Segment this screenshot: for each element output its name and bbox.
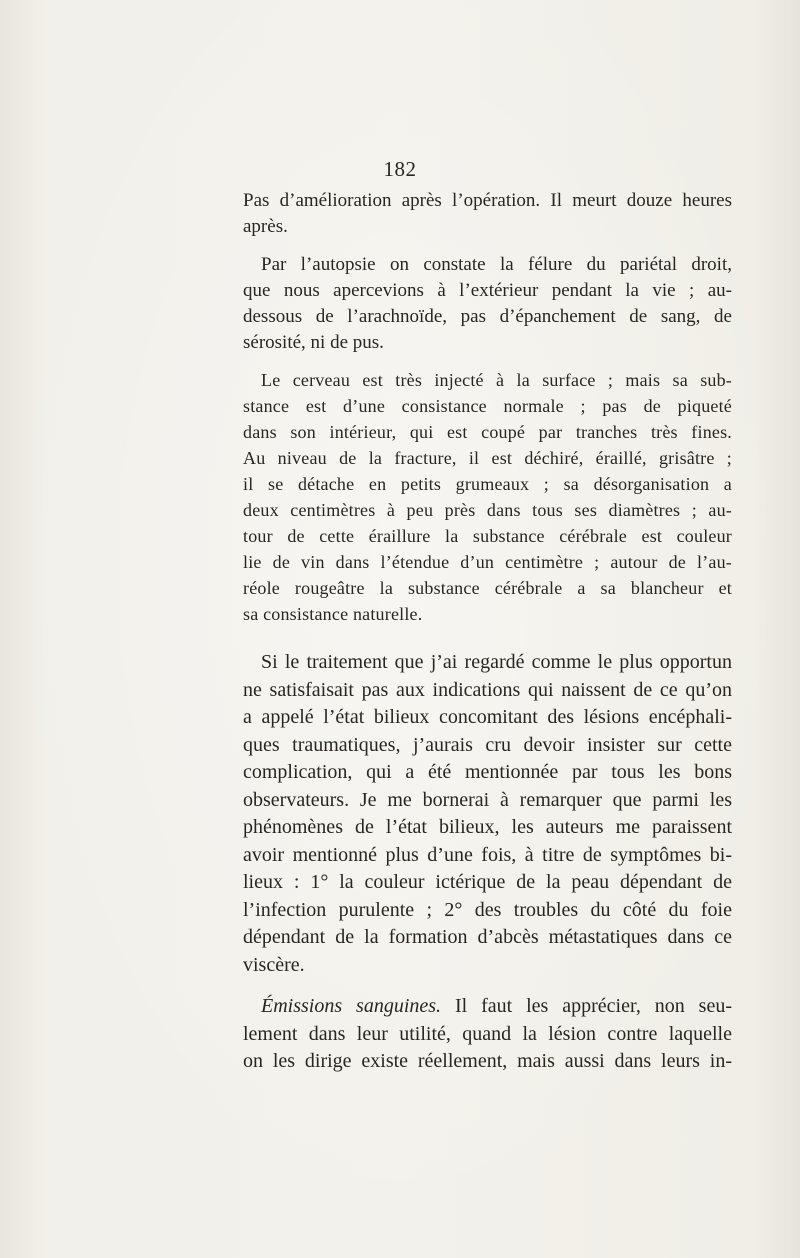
text-line: dans son intérieur, qui est coupé par tranches très fines. xyxy=(243,422,732,442)
text-line: lieux : 1° la couleur ictérique de la peau dépendant de xyxy=(243,871,732,893)
text-line: avoir mentionné plus d’une fois, à titre de symptômes bi- xyxy=(243,843,732,866)
text-line: sa consistance naturelle. xyxy=(243,604,423,624)
text-line: tour de cette éraillure la substance cérébrale est couleur xyxy=(243,526,732,546)
text-line: phénomènes de l’état bilieux, les auteurs me paraissent xyxy=(243,816,732,838)
text-line: on les dirige existe réellement, mais aussi dans leurs in- xyxy=(243,1050,732,1072)
text-line: deux centimètres à peu près dans tous ses diamètres ; au- xyxy=(243,500,732,520)
paragraph xyxy=(243,649,732,979)
text-line: Pas d’amélioration après l’opération. Il meurt douze heures xyxy=(243,190,732,211)
text-line: a appelé l’état bilieux concomitant des lésions encéphali- xyxy=(243,706,732,728)
text-line: Le cerveau est très injecté à la surface ; mais sa sub- xyxy=(261,370,732,390)
text-line: Si le traitement que j’ai regardé comme le plus opportun xyxy=(261,651,732,673)
paragraph xyxy=(243,252,732,356)
text-line: après. xyxy=(243,216,288,237)
text-line: Par l’autopsie on constate la félure du pariétal droit, xyxy=(261,254,732,275)
section-lead-italic: Émissions sanguines. xyxy=(261,995,442,1017)
text-line: dépendant de la formation d’abcès métastatiques dans ce xyxy=(243,926,732,948)
page-number: 182 xyxy=(383,157,417,181)
text-line: complication, qui a été mentionnée par tous les bons xyxy=(243,761,732,783)
text-line: lie de vin dans l’étendue d’un centimètre ; autour de l’au- xyxy=(243,552,732,572)
text-line: viscère. xyxy=(243,953,305,976)
text-line: stance est d’une consistance normale ; pas de piqueté xyxy=(243,396,732,416)
text-line: sérosité, ni de pus. xyxy=(243,332,384,353)
paragraph xyxy=(243,993,732,1076)
paragraph xyxy=(243,188,732,240)
text-line: que nous apercevions à l’extérieur pendant la vie ; au- xyxy=(243,280,732,301)
text-line: réole rougeâtre la substance cérébrale a sa blancheur et xyxy=(243,578,732,598)
text-line: dessous de l’arachnoïde, pas d’épanchement de sang, de xyxy=(243,306,732,327)
text-line: lement dans leur utilité, quand la lésion contre laquelle xyxy=(243,1022,732,1045)
paragraph xyxy=(243,367,732,627)
text-line: Au niveau de la fracture, il est déchiré, éraillé, grisâtre ; xyxy=(243,448,732,468)
text-line xyxy=(243,993,732,1021)
text-line: l’infection purulente ; 2° des troubles du côté du foie xyxy=(243,898,732,921)
text-line: il se détache en petits grumeaux ; sa désorganisation a xyxy=(243,474,732,494)
text-line: observateurs. Je me bornerai à remarquer que parmi les xyxy=(243,788,732,811)
text-line: ne satisfaisait pas aux indications qui naissent de ce qu’on xyxy=(243,678,732,701)
text-run: Il faut les apprécier, non seu- xyxy=(441,995,732,1017)
text-line: ques traumatiques, j’aurais cru devoir insister sur cette xyxy=(243,733,732,756)
